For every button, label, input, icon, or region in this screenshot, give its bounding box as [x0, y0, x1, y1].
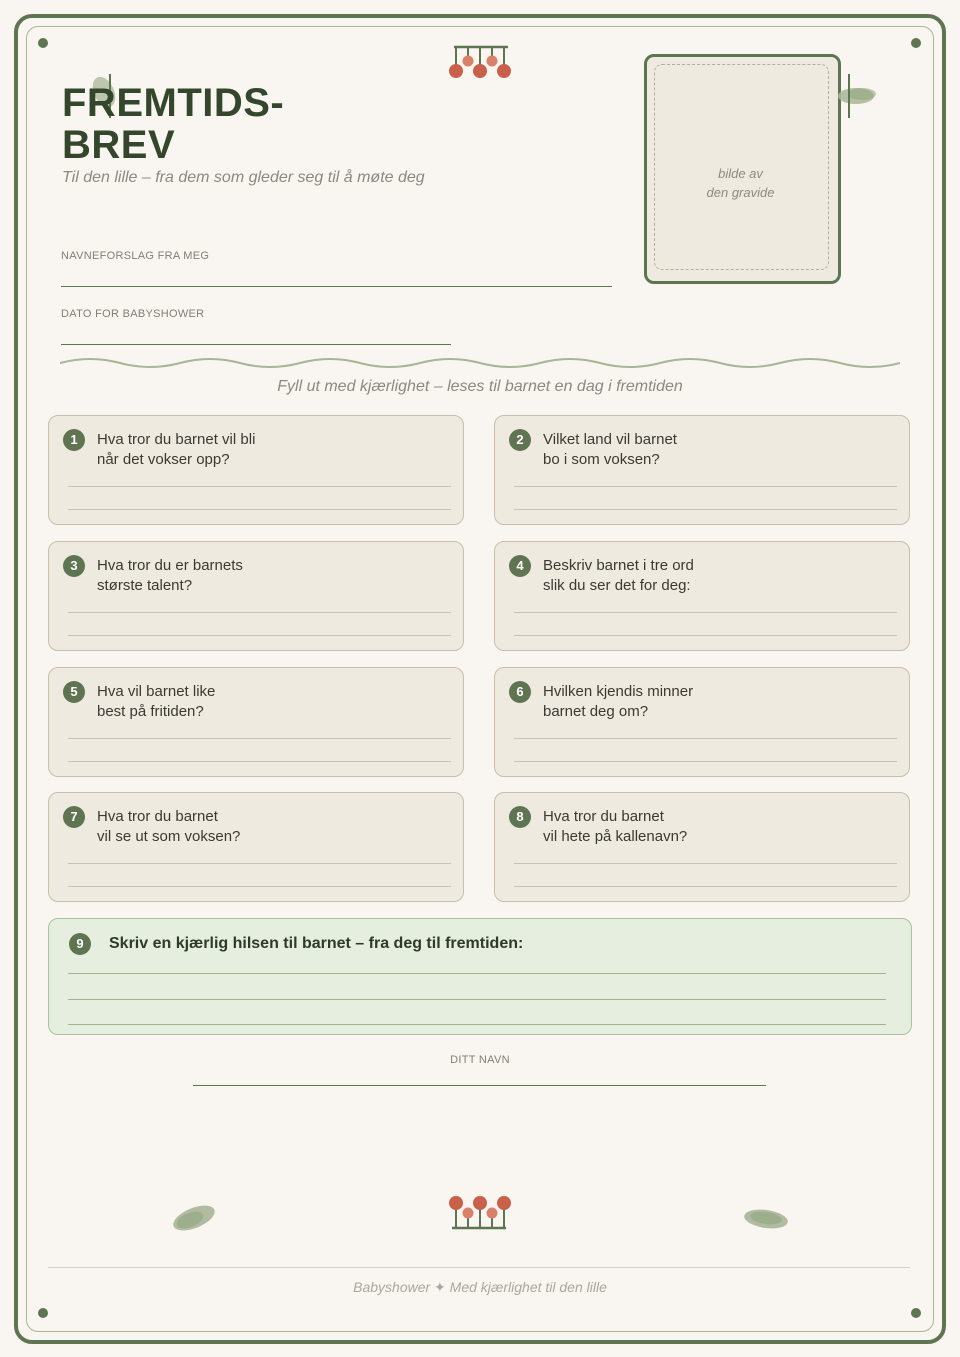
shower-date-line[interactable] [61, 344, 451, 345]
corner-dot-top-right [911, 38, 921, 48]
question-number: 6 [509, 681, 531, 703]
answer-line[interactable] [68, 886, 451, 887]
signature-label: DITT NAVN [450, 1054, 510, 1066]
answer-line[interactable] [68, 486, 451, 487]
question-card-2 [494, 415, 910, 525]
name-suggestion-label: NAVNEFORSLAG FRA MEG [61, 250, 210, 262]
answer-line[interactable] [68, 509, 451, 510]
answer-line[interactable] [68, 999, 886, 1000]
title-line-2: BREV [62, 123, 176, 167]
answer-line[interactable] [68, 761, 451, 762]
answer-line[interactable] [514, 761, 897, 762]
footer-text: Babyshower ✦ Med kjærlighet til den lille [353, 1279, 607, 1295]
question-number: 5 [63, 681, 85, 703]
leaf-bottom-right-icon [740, 1204, 792, 1236]
question-card-4 [494, 541, 910, 651]
question-text: Hva vil barnet like best på fritiden? [97, 683, 216, 720]
question-text: Beskriv barnet i tre ord slik du ser det for deg: [543, 557, 694, 594]
question-number: 1 [63, 429, 85, 451]
final-question-card [48, 918, 912, 1035]
answer-line[interactable] [514, 886, 897, 887]
leaf-bottom-left-icon [168, 1200, 220, 1236]
question-text: Hva tror du barnet vil hete på kallenavn? [543, 808, 688, 845]
title-line-1: FREMTIDS- [62, 81, 285, 125]
answer-line[interactable] [68, 973, 886, 974]
corner-dot-bottom-right [911, 1308, 921, 1318]
final-question-text: Skriv en kjærlig hilsen til barnet – fra deg til fremtiden: [109, 935, 524, 952]
question-card-5 [48, 667, 464, 777]
question-number: 8 [509, 806, 531, 828]
answer-line[interactable] [514, 509, 897, 510]
question-text: Vilket land vil barnet bo i som voksen? [543, 431, 677, 468]
answer-line[interactable] [514, 738, 897, 739]
berry-mobile-bottom-icon [446, 1192, 512, 1234]
question-text: Hva tror du barnet vil se ut som voksen? [97, 808, 241, 845]
answer-line[interactable] [514, 612, 897, 613]
wavy-divider [60, 354, 900, 372]
signature-line[interactable] [193, 1085, 766, 1086]
question-card-1 [48, 415, 464, 525]
berry-mobile-icon [448, 42, 514, 82]
photo-placeholder-text: bilde av den gravide [706, 166, 775, 200]
shower-date-label: DATO FOR BABYSHOWER [61, 308, 205, 320]
answer-line[interactable] [68, 1024, 886, 1025]
question-text: Hvilken kjendis minner barnet deg om? [543, 683, 694, 720]
answer-line[interactable] [514, 863, 897, 864]
answer-line[interactable] [68, 612, 451, 613]
question-number: 7 [63, 806, 85, 828]
answer-line[interactable] [68, 738, 451, 739]
corner-dot-top-left [38, 38, 48, 48]
page-title [62, 82, 284, 166]
question-number: 3 [63, 555, 85, 577]
answer-line[interactable] [68, 635, 451, 636]
corner-dot-bottom-left [38, 1308, 48, 1318]
subtitle: Til den lille – fra dem som gleder seg til å møte deg [62, 169, 425, 186]
question-card-7 [48, 792, 464, 902]
question-number: 9 [69, 933, 91, 955]
answer-line[interactable] [514, 635, 897, 636]
question-card-6 [494, 667, 910, 777]
name-suggestion-line[interactable] [61, 286, 612, 287]
answer-line[interactable] [68, 863, 451, 864]
answer-line[interactable] [514, 486, 897, 487]
intro-text: Fyll ut med kjærlighet – leses til barnet en dag i fremtiden [277, 378, 683, 395]
question-number: 4 [509, 555, 531, 577]
footer-divider [48, 1267, 910, 1268]
question-card-8 [494, 792, 910, 902]
question-text: Hva tror du er barnets største talent? [97, 557, 243, 594]
leaf-photo-icon [834, 72, 880, 122]
question-card-3 [48, 541, 464, 651]
question-number: 2 [509, 429, 531, 451]
question-text: Hva tror du barnet vil bli når det vokser opp? [97, 431, 256, 468]
